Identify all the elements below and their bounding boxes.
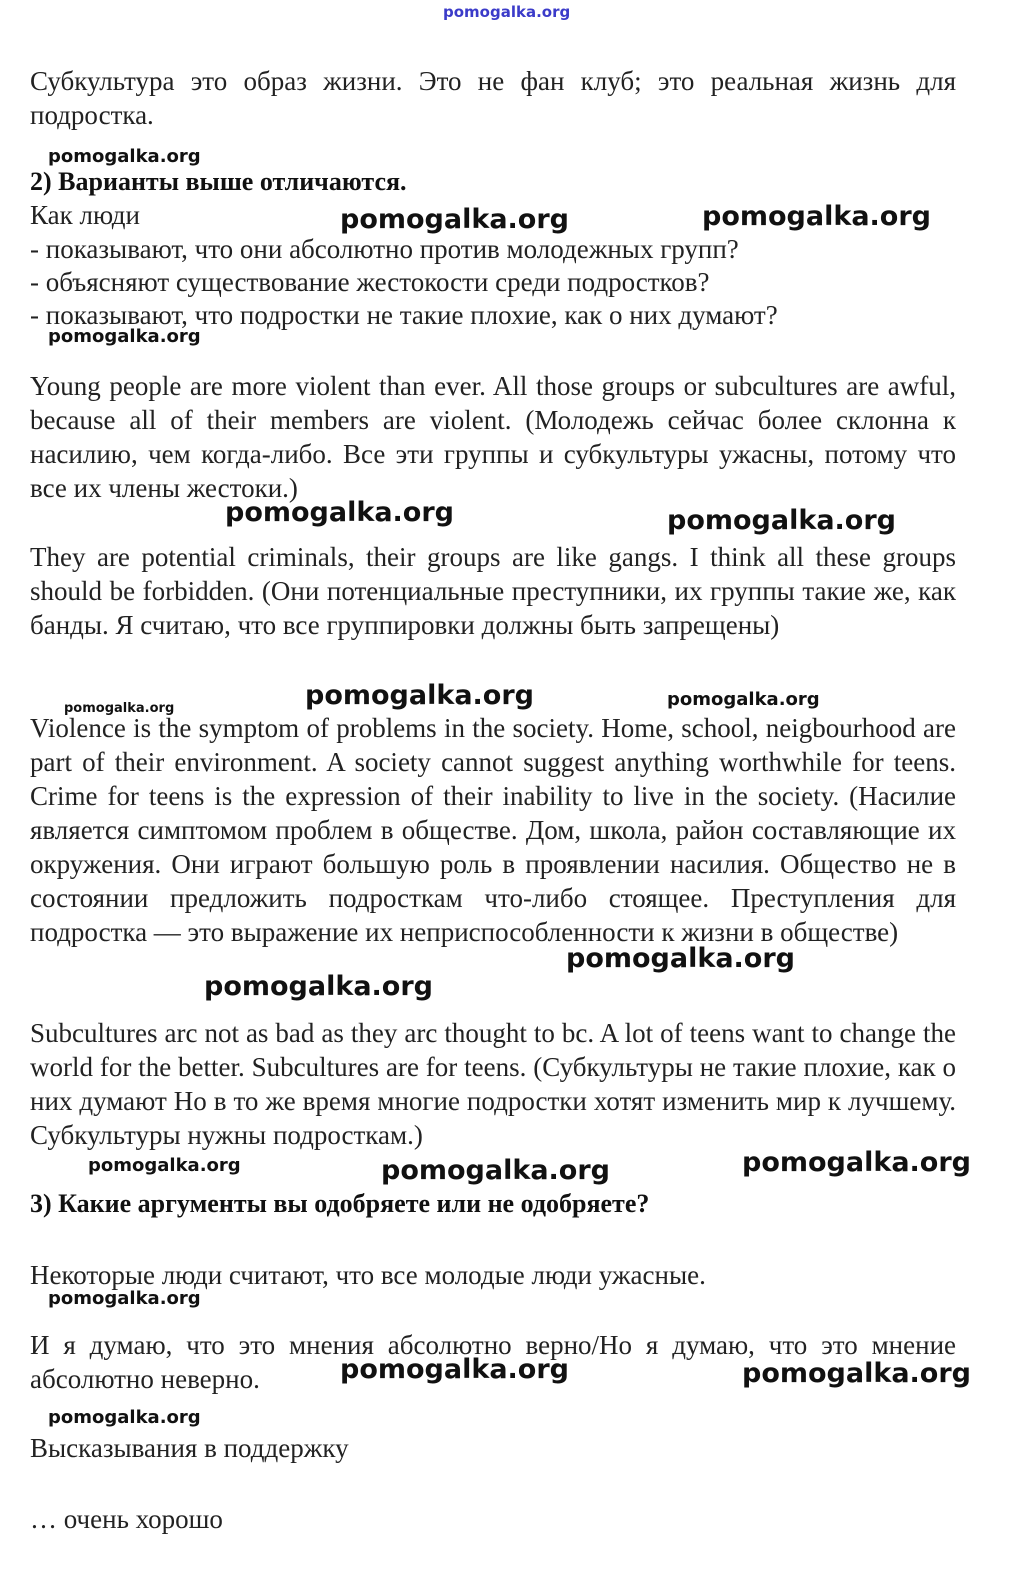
watermark: pomogalka.org — [48, 1288, 201, 1309]
watermark: pomogalka.org — [64, 701, 175, 716]
watermark: pomogalka.org — [48, 326, 201, 347]
watermark: pomogalka.org — [702, 201, 931, 232]
watermark: pomogalka.org — [48, 146, 201, 167]
watermark: pomogalka.org — [742, 1358, 971, 1389]
watermark: pomogalka.org — [742, 1147, 971, 1178]
section-3-paragraph-4: … очень хорошо — [30, 1504, 223, 1534]
watermark: pomogalka.org — [667, 505, 896, 536]
section-3-heading: 3) Какие аргументы вы одобряете или не одобряете? — [30, 1189, 650, 1218]
header-watermark: pomogalka.org — [443, 3, 571, 21]
watermark: pomogalka.org — [48, 1407, 201, 1428]
paragraph-subcultures: Subcultures arc not as bad as they arc thought to bc. A lot of teens want to change the world for the better. Subcultures are for teens. (Субкультуры не такие плохие, как о них думают Но в то же время многие подростки хотят изменить мир к лучшему. Субкультуры нужны подросткам.) — [30, 1018, 956, 1150]
section-3-paragraph-3: Высказывания в поддержку — [30, 1433, 349, 1463]
section-2-heading: 2) Варианты выше отличаются. — [30, 167, 407, 196]
paragraph-criminals: They are potential criminals, their groups are like gangs. I think all these groups should be forbidden. (Они потенциальные преступники, их группы такие же, как банды. Я считаю, что все группировки должны быть запрещены) — [30, 542, 956, 640]
watermark: pomogalka.org — [381, 1155, 610, 1186]
watermark: pomogalka.org — [204, 971, 433, 1002]
list-item: - объясняют существование жестокости среди подростков? — [30, 267, 710, 297]
paragraph-violence: Violence is the symptom of problems in the society. Home, school, neigbourhood are part of their environment. A society cannot suggest anything worthwhile for teens. Crime for teens is the expression of their inability to live in the society. (Насилие является симптомом проблем в обществе. Дом, школа, район составляющие их окружения. Они играют большую роль в проявлении насилия. Общество не в состоянии предложить подросткам что-либо стоящее. Преступления для подростка — это выражение их неприспособленности к жизни в обществе) — [30, 713, 956, 947]
watermark: pomogalka.org — [305, 680, 534, 711]
watermark: pomogalka.org — [225, 497, 454, 528]
list-item: - показывают, что они абсолютно против молодежных групп? — [30, 234, 739, 264]
watermark: pomogalka.org — [667, 689, 820, 710]
watermark: pomogalka.org — [566, 943, 795, 974]
watermark: pomogalka.org — [340, 204, 569, 235]
section-2-lead: Как люди — [30, 200, 140, 230]
section-3-paragraph-1: Некоторые люди считают, что все молодые люди ужасные. — [30, 1260, 706, 1290]
intro-paragraph: Субкультура это образ жизни. Это не фан клуб; это реальная жизнь для подростка. — [30, 66, 956, 130]
paragraph-young-people: Young people are more violent than ever. All those groups or subcultures are awful, because all of their members are violent. (Молодежь сейчас более склонна к насилию, чем когда-либо. Все эти группы и субкультуры ужасны, потому что все их члены жестоки.) — [30, 371, 956, 503]
watermark: pomogalka.org — [88, 1155, 241, 1176]
list-item: - показывают, что подростки не такие плохие, как о них думают? — [30, 300, 778, 330]
watermark: pomogalka.org — [340, 1354, 569, 1385]
section-3-paragraph-2: И я думаю, что это мнения абсолютно верно/Но я думаю, что это мнение абсолютно неверно. — [30, 1330, 956, 1394]
